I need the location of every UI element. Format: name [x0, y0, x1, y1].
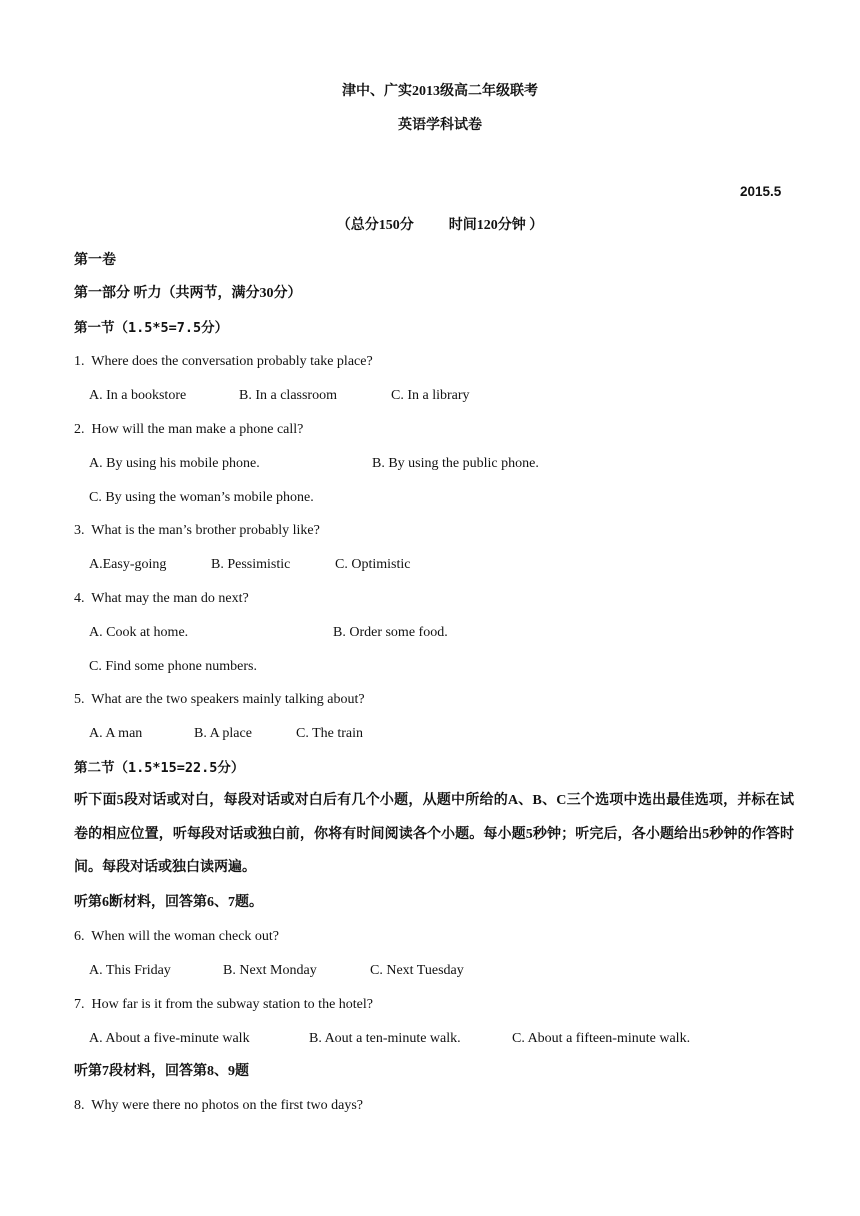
q5-option-a: A. A man	[89, 726, 143, 741]
q3-option-a: A.Easy-going	[89, 557, 167, 572]
q6-option-b: B. Next Monday	[223, 963, 317, 978]
question-8: 8. Why were there no photos on the first two days?	[74, 1098, 364, 1113]
exam-date: 2015.5	[740, 184, 782, 199]
q3-option-b: B. Pessimistic	[211, 557, 291, 572]
volume-heading: 第一卷	[74, 253, 116, 268]
material-7-heading: 听第7段材料，回答第8、9题	[74, 1064, 249, 1079]
q7-option-b: B. Aout a ten-minute walk.	[309, 1031, 461, 1046]
question-6: 6. When will the woman check out?	[74, 929, 280, 944]
section2-heading: 第二节（1.5*15=22.5分）	[74, 760, 245, 776]
q5-option-b: B. A place	[194, 726, 252, 741]
exam-title: 津中、广实2013级高二年级联考	[342, 84, 538, 99]
q1-option-c: C. In a library	[391, 388, 470, 403]
q1-option-a: A. In a bookstore	[89, 388, 187, 403]
q4-option-c: C. Find some phone numbers.	[89, 659, 257, 674]
q2-option-b: B. By using the public phone.	[372, 456, 539, 471]
question-5: 5. What are the two speakers mainly talking about?	[74, 692, 365, 707]
q6-option-c: C. Next Tuesday	[370, 963, 464, 978]
q1-option-b: B. In a classroom	[239, 388, 337, 403]
question-2: 2. How will the man make a phone call?	[74, 422, 304, 437]
question-1: 1. Where does the conversation probably take place?	[74, 354, 373, 369]
part1-heading: 第一部分 听力（共两节，满分30分）	[74, 286, 302, 301]
exam-subject: 英语学科试卷	[398, 118, 482, 133]
q4-option-a: A. Cook at home.	[89, 625, 189, 640]
question-3: 3. What is the man’s brother probably like?	[74, 523, 320, 538]
score-time: （总分150分 时间120分钟 ）	[336, 218, 544, 233]
q7-option-a: A. About a five-minute walk	[89, 1031, 250, 1046]
q6-option-a: A. This Friday	[89, 963, 171, 978]
instructions-paragraph: 听下面5段对话或对白，每段对话或对白后有几个小题，从题中所给的A、B、C三个选项中选出最佳选项，并标在试卷的相应位置，听每段对话或独白前，你将有时间阅读各个小题。每小题5秒钟；听完后，各小题给出5秒钟的作答时间。每段对话或独白读两遍。	[74, 793, 794, 876]
q7-option-c: C. About a fifteen-minute walk.	[512, 1031, 691, 1046]
q2-option-c: C. By using the woman’s mobile phone.	[89, 490, 314, 505]
material-6-heading: 听第6断材料，回答第6、7题。	[74, 895, 263, 910]
question-7: 7. How far is it from the subway station to the hotel?	[74, 997, 373, 1012]
q5-option-c: C. The train	[296, 726, 364, 741]
q2-option-a: A. By using his mobile phone.	[89, 456, 260, 471]
q4-option-b: B. Order some food.	[333, 625, 448, 640]
section1-heading: 第一节（1.5*5=7.5分）	[74, 320, 229, 336]
question-4: 4. What may the man do next?	[74, 591, 249, 606]
q3-option-c: C. Optimistic	[335, 557, 411, 572]
